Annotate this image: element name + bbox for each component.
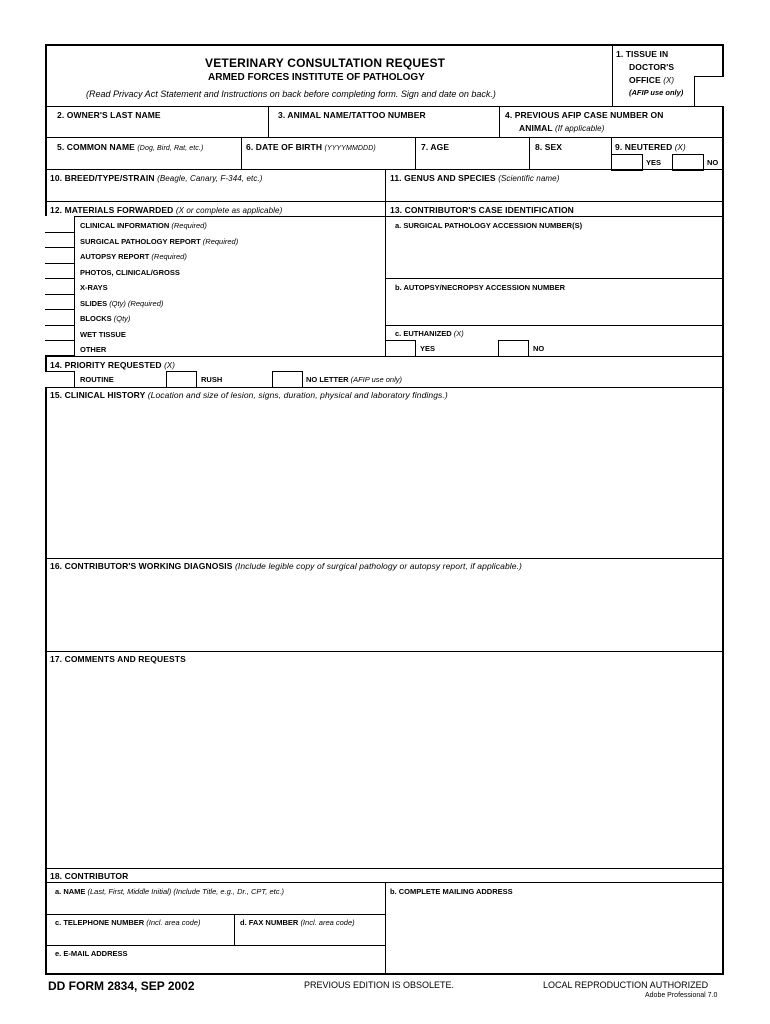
common-name-label: 5. COMMON NAME (Dog, Bird, Rat, etc.) — [57, 142, 204, 152]
materials-item-checkbox[interactable] — [46, 326, 74, 340]
contributor-case-label: 13. CONTRIBUTOR'S CASE IDENTIFICATION — [390, 205, 574, 215]
prev-case-label-2: ANIMAL (If applicable) — [519, 123, 605, 133]
mailing-address-label: b. COMPLETE MAILING ADDRESS — [390, 887, 513, 896]
materials-item-checkbox[interactable] — [46, 341, 74, 355]
genus-label: 11. GENUS AND SPECIES (Scientific name) — [390, 173, 560, 183]
autopsy-accession-field[interactable] — [386, 294, 723, 324]
tissue-label-2: DOCTOR'S — [629, 62, 675, 72]
materials-item-label: BLOCKS (Qty) — [80, 314, 131, 323]
mailing-address-field[interactable] — [386, 898, 723, 974]
diagnosis-field[interactable] — [46, 573, 723, 650]
euthanized-no-checkbox[interactable] — [498, 340, 529, 357]
neutered-yes-label: YES — [646, 158, 662, 167]
email-label: e. E-MAIL ADDRESS — [55, 949, 128, 958]
sex-field[interactable] — [530, 138, 610, 169]
common-name-field[interactable] — [46, 138, 240, 169]
contributor-name-label: a. NAME (Last, First, Middle Initial) (Include Title, e.g., Dr., CPT, etc.) — [55, 887, 285, 896]
materials-item-checkbox[interactable] — [46, 248, 74, 262]
materials-item-checkbox[interactable] — [46, 264, 74, 278]
comments-field[interactable] — [46, 666, 723, 866]
materials-item-checkbox[interactable] — [46, 310, 74, 324]
form-instructions: (Read Privacy Act Statement and Instructions on back before completing form. Sign and date on back.) — [86, 89, 496, 99]
priority-label: 14. PRIORITY REQUESTED (X) — [50, 360, 176, 370]
owner-label: 2. OWNER'S LAST NAME — [57, 110, 161, 120]
euthanized-yes-checkbox[interactable] — [385, 340, 416, 357]
sex-label: 8. SEX — [535, 142, 563, 152]
priority-rush-label: RUSH — [201, 375, 223, 384]
diagnosis-label: 16. CONTRIBUTOR'S WORKING DIAGNOSIS (Include legible copy of surgical pathology or autopsy report, if applicable.) — [50, 561, 522, 571]
materials-item-checkbox[interactable] — [46, 217, 74, 231]
form-title: VETERINARY CONSULTATION REQUEST — [205, 56, 446, 70]
fax-field[interactable] — [235, 929, 384, 944]
fax-label: d. FAX NUMBER (Incl. area code) — [240, 918, 355, 927]
comments-label: 17. COMMENTS AND REQUESTS — [50, 654, 186, 664]
tissue-note: (AFIP use only) — [629, 88, 684, 97]
software-note: Adobe Professional 7.0 — [645, 992, 718, 999]
neutered-label: 9. NEUTERED (X) — [615, 142, 686, 152]
euthanized-no-label: NO — [533, 344, 545, 353]
dob-field[interactable] — [242, 138, 414, 169]
breed-label: 10. BREED/TYPE/STRAIN (Beagle, Canary, F-344, etc.) — [50, 173, 263, 183]
materials-item-label: PHOTOS, CLINICAL/GROSS — [80, 267, 180, 277]
euthanized-label: c. EUTHANIZED (X) — [395, 329, 464, 338]
breed-field[interactable] — [46, 170, 384, 200]
contributor-label: 18. CONTRIBUTOR — [50, 871, 129, 881]
age-label: 7. AGE — [421, 142, 450, 152]
email-field[interactable] — [46, 960, 384, 974]
form-id: DD FORM 2834, SEP 2002 — [48, 979, 195, 993]
contributor-name-field[interactable] — [46, 898, 384, 913]
tissue-checkbox[interactable] — [694, 76, 724, 106]
age-field[interactable] — [416, 138, 528, 169]
history-label: 15. CLINICAL HISTORY (Location and size of lesion, signs, duration, physical and laboratory findings.) — [50, 390, 448, 400]
previous-edition: PREVIOUS EDITION IS OBSOLETE. — [304, 980, 455, 990]
neutered-no-label: NO — [707, 158, 719, 167]
materials-item-label: AUTOPSY REPORT (Required) — [80, 252, 187, 261]
euthanized-yes-label: YES — [420, 344, 436, 353]
priority-no-letter-checkbox[interactable] — [272, 371, 303, 388]
materials-item-label: SURGICAL PATHOLOGY REPORT (Required) — [80, 236, 239, 246]
form-subtitle: ARMED FORCES INSTITUTE OF PATHOLOGY — [208, 72, 425, 83]
surgical-accession-field[interactable] — [386, 232, 723, 277]
materials-label: 12. MATERIALS FORWARDED (X or complete as applicable) — [50, 205, 283, 215]
prev-case-label: 4. PREVIOUS AFIP CASE NUMBER ON — [505, 110, 664, 120]
history-field[interactable] — [46, 402, 723, 557]
priority-rush-checkbox[interactable] — [166, 371, 197, 388]
telephone-field[interactable] — [46, 929, 233, 944]
tissue-label-3: OFFICE (X) — [629, 75, 675, 85]
materials-item-label: SLIDES (Qty) (Required) — [80, 298, 164, 308]
priority-routine-label: ROUTINE — [80, 375, 114, 384]
animal-name-field[interactable] — [269, 107, 498, 137]
materials-item-checkbox[interactable] — [46, 279, 74, 293]
materials-item-label: WET TISSUE — [80, 329, 126, 339]
surgical-accession-label: a. SURGICAL PATHOLOGY ACCESSION NUMBER(S) — [395, 221, 583, 230]
animal-name-label: 3. ANIMAL NAME/TATTOO NUMBER — [278, 110, 426, 120]
materials-item-label: OTHER — [80, 345, 107, 354]
local-reproduction: LOCAL REPRODUCTION AUTHORIZED — [543, 980, 709, 990]
prev-case-field[interactable] — [500, 107, 723, 137]
genus-field[interactable] — [386, 185, 723, 200]
priority-no-letter-label: NO LETTER (AFIP use only) — [306, 375, 402, 384]
owner-field[interactable] — [46, 107, 266, 137]
materials-item-checkbox[interactable] — [46, 233, 74, 247]
priority-routine-checkbox[interactable] — [45, 371, 75, 388]
materials-item-checkbox[interactable] — [46, 295, 74, 309]
dob-label: 6. DATE OF BIRTH (YYYYMMDDD) — [246, 142, 376, 152]
materials-item-label: CLINICAL INFORMATION (Required) — [80, 221, 207, 230]
tissue-label-1: 1. TISSUE IN — [616, 49, 669, 59]
autopsy-accession-label: b. AUTOPSY/NECROPSY ACCESSION NUMBER — [395, 283, 566, 292]
materials-item-label: X-RAYS — [80, 283, 108, 292]
telephone-label: c. TELEPHONE NUMBER (Incl. area code) — [55, 918, 201, 927]
